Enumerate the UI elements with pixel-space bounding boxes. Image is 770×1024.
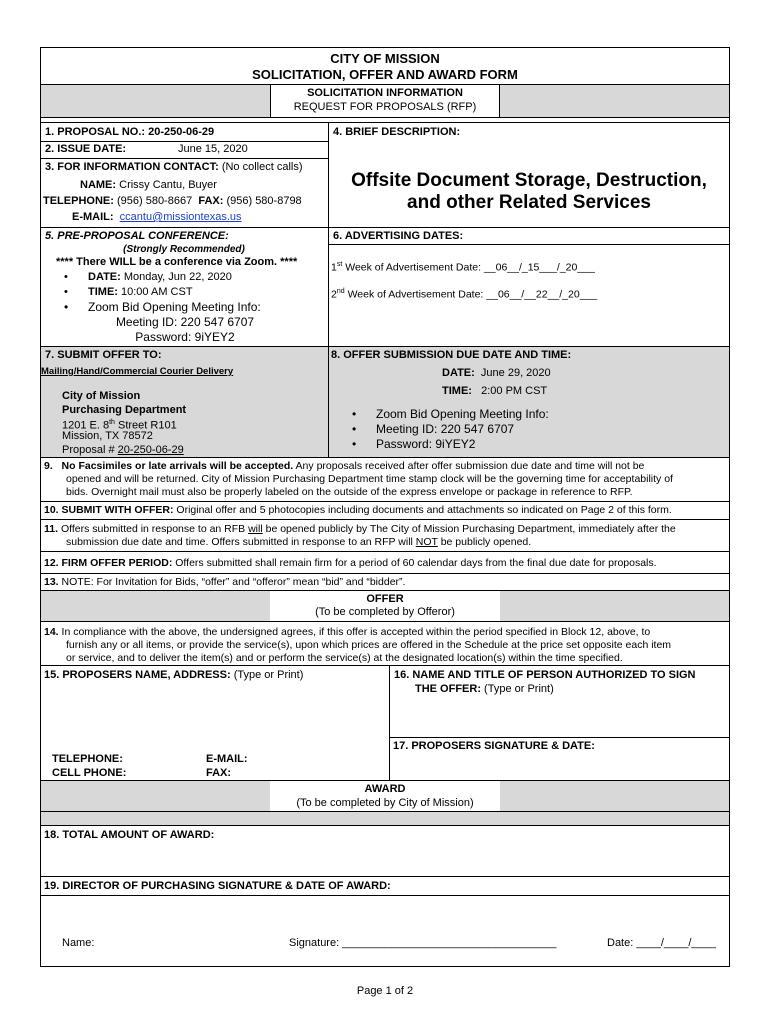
authorized-signer-label[interactable]: 16. NAME AND TITLE OF PERSON AUTHORIZED TO SIGN bbox=[394, 669, 696, 681]
due-time: TIME: 2:00 PM CST bbox=[442, 385, 548, 397]
award-subtitle: (To be completed by City of Mission) bbox=[296, 797, 474, 809]
block-9-line-3: bids. Overnight mail must also be properly labeled on the outside of the express envelope or package in reference to RFP. bbox=[66, 486, 633, 498]
contact-phone: TELEPHONE: (956) 580-8667 FAX: (956) 580-8798 bbox=[43, 195, 302, 207]
pre-proposal-label: 5. PRE-PROPOSAL CONFERENCE: bbox=[45, 230, 229, 242]
issue-date-label: 2. ISSUE DATE: bbox=[45, 143, 127, 155]
bid-meeting-id: • Meeting ID: 220 547 6707 bbox=[376, 422, 514, 436]
divider bbox=[40, 895, 730, 896]
divider bbox=[40, 457, 730, 458]
divider bbox=[40, 519, 730, 520]
divider bbox=[40, 876, 730, 877]
address-line-4: Mission, TX 78572 bbox=[62, 430, 153, 442]
shaded-band bbox=[41, 812, 729, 825]
divider bbox=[40, 573, 730, 574]
email-label[interactable]: E-MAIL: bbox=[206, 753, 248, 765]
block-14-line-1: 14. In compliance with the above, the undersigned agrees, if this offer is accepted within the period specified in Block 12, above, to bbox=[44, 626, 651, 638]
director-name-field[interactable]: Name: bbox=[62, 937, 95, 949]
form-title: SOLICITATION, OFFER AND AWARD FORM bbox=[252, 67, 518, 82]
divider bbox=[40, 227, 730, 228]
proposer-signature-label[interactable]: 17. PROPOSERS SIGNATURE & DATE: bbox=[393, 740, 595, 752]
contact-name: NAME: Crissy Cantu, Buyer bbox=[80, 179, 217, 191]
divider bbox=[328, 346, 329, 457]
proposal-reference: Proposal # 20-250-06-29 bbox=[62, 444, 184, 456]
divider bbox=[328, 122, 329, 346]
block-10: 10. SUBMIT WITH OFFER: Original offer and 5 photocopies including documents and attachments so indicated on Page 2 of this form. bbox=[44, 504, 672, 516]
director-date-field[interactable]: Date: ____/____/____ bbox=[607, 937, 716, 949]
director-signature-label: 19. DIRECTOR OF PURCHASING SIGNATURE & DATE OF AWARD: bbox=[44, 880, 391, 892]
brief-description-label: 4. BRIEF DESCRIPTION: bbox=[333, 126, 461, 138]
issue-date-value: June 15, 2020 bbox=[178, 143, 248, 155]
block-14-line-3: or service, and to deliver the item(s) and or perform the service(s) at the designated location(s) within the time specified. bbox=[66, 652, 623, 664]
director-signature-field[interactable]: Signature: ___________________________________ bbox=[289, 937, 557, 949]
page-number: Page 1 of 2 bbox=[356, 985, 414, 997]
description-line-2: and other Related Services bbox=[407, 192, 651, 213]
contact-email: E-MAIL: ccantu@missiontexas.us bbox=[72, 211, 242, 223]
advertising-week-1: 1st Week of Advertisement Date: __06__/_15___/_20___ bbox=[331, 261, 595, 274]
proposal-number: 1. PROPOSAL NO.: 20-250-06-29 bbox=[45, 126, 215, 138]
bid-password: • Password: 9iYEY2 bbox=[376, 437, 475, 451]
address-line-3: 1201 E. 8th Street R101 bbox=[62, 419, 177, 432]
conference-meeting-id: Meeting ID: 220 547 6707 bbox=[115, 315, 255, 329]
authorized-signer-label-2: THE OFFER: (Type or Print) bbox=[415, 683, 554, 695]
org-title: CITY OF MISSION bbox=[330, 51, 440, 66]
divider bbox=[40, 551, 730, 552]
divider bbox=[389, 737, 730, 738]
advertising-dates-label: 6. ADVERTISING DATES: bbox=[333, 230, 464, 242]
divider bbox=[40, 158, 328, 159]
divider bbox=[40, 621, 730, 622]
block-11-line-2: submission due date and time. Offers submitted in response to an RFP will NOT be publicly opened. bbox=[66, 536, 532, 548]
block-11-line-1: 11. Offers submitted in response to an RFB will be opened publicly by The City of Mission Purchasing Department, immediately after the bbox=[44, 523, 676, 535]
award-title: AWARD bbox=[364, 783, 406, 795]
fax-label[interactable]: FAX: bbox=[206, 767, 232, 779]
cell-phone-label[interactable]: CELL PHONE: bbox=[52, 767, 127, 779]
divider bbox=[389, 665, 390, 780]
block-14-line-2: furnish any or all items, or provide the service(s), upon which prices are offered in the Schedule at the price set opposite each item bbox=[66, 639, 672, 651]
divider bbox=[40, 665, 730, 666]
telephone-label[interactable]: TELEPHONE: bbox=[52, 753, 123, 765]
offer-title: OFFER bbox=[366, 593, 404, 605]
contact-email-link[interactable]: ccantu@missiontexas.us bbox=[119, 211, 242, 223]
total-award-label[interactable]: 18. TOTAL AMOUNT OF AWARD: bbox=[44, 829, 215, 841]
block-9-line-1: 9. No Facsimiles or late arrivals will be accepted. Any proposals received after offer submission due date and time will not be bbox=[44, 460, 645, 472]
address-line-2: Purchasing Department bbox=[62, 404, 187, 416]
divider bbox=[40, 141, 328, 142]
conference-password: Password: 9iYEY2 bbox=[135, 330, 235, 344]
block-13: 13. NOTE: For Invitation for Bids, “offer” and “offeror” mean “bid” and “bidder”. bbox=[44, 576, 406, 588]
due-date: DATE: June 29, 2020 bbox=[442, 367, 551, 379]
proposer-name-label[interactable]: 15. PROPOSERS NAME, ADDRESS: (Type or Print) bbox=[44, 669, 304, 681]
offer-subtitle: (To be completed by Offeror) bbox=[315, 606, 455, 618]
strongly-recommended: (Strongly Recommended) bbox=[123, 244, 245, 255]
divider bbox=[328, 244, 730, 245]
divider bbox=[40, 117, 730, 118]
advertising-week-2: 2nd Week of Advertisement Date: __06__/__22__/_20___ bbox=[331, 288, 598, 301]
conference-zoom-info: • Zoom Bid Opening Meeting Info: bbox=[88, 300, 261, 314]
bid-zoom-info: • Zoom Bid Opening Meeting Info: bbox=[376, 407, 549, 421]
description-line-1: Offsite Document Storage, Destruction, bbox=[351, 170, 707, 191]
zoom-conference-note: **** There WILL be a conference via Zoom. **** bbox=[56, 256, 298, 268]
section-title: SOLICITATION INFORMATION bbox=[307, 87, 463, 99]
divider bbox=[40, 825, 730, 826]
submit-offer-label: 7. SUBMIT OFFER TO: bbox=[45, 349, 162, 361]
rfp-subtitle: REQUEST FOR PROPOSALS (RFP) bbox=[293, 101, 477, 113]
due-date-label: 8. OFFER SUBMISSION DUE DATE AND TIME: bbox=[331, 349, 572, 361]
block-12: 12. FIRM OFFER PERIOD: Offers submitted shall remain firm for a period of 60 calendar days from the final due date for proposals. bbox=[44, 557, 657, 569]
delivery-method: Mailing/Hand/Commercial Courier Delivery bbox=[41, 366, 234, 377]
conference-time: • TIME: 10:00 AM CST bbox=[88, 286, 193, 299]
contact-heading: 3. FOR INFORMATION CONTACT: (No collect calls) bbox=[45, 161, 303, 173]
conference-date: • DATE: Monday, Jun 22, 2020 bbox=[88, 271, 232, 284]
address-line-1: City of Mission bbox=[62, 390, 141, 402]
divider bbox=[40, 122, 730, 123]
block-9-line-2: opened and will be returned. City of Mission Purchasing Department time stamp clock will be the governing time for acceptability of bbox=[66, 473, 673, 485]
divider bbox=[40, 501, 730, 502]
